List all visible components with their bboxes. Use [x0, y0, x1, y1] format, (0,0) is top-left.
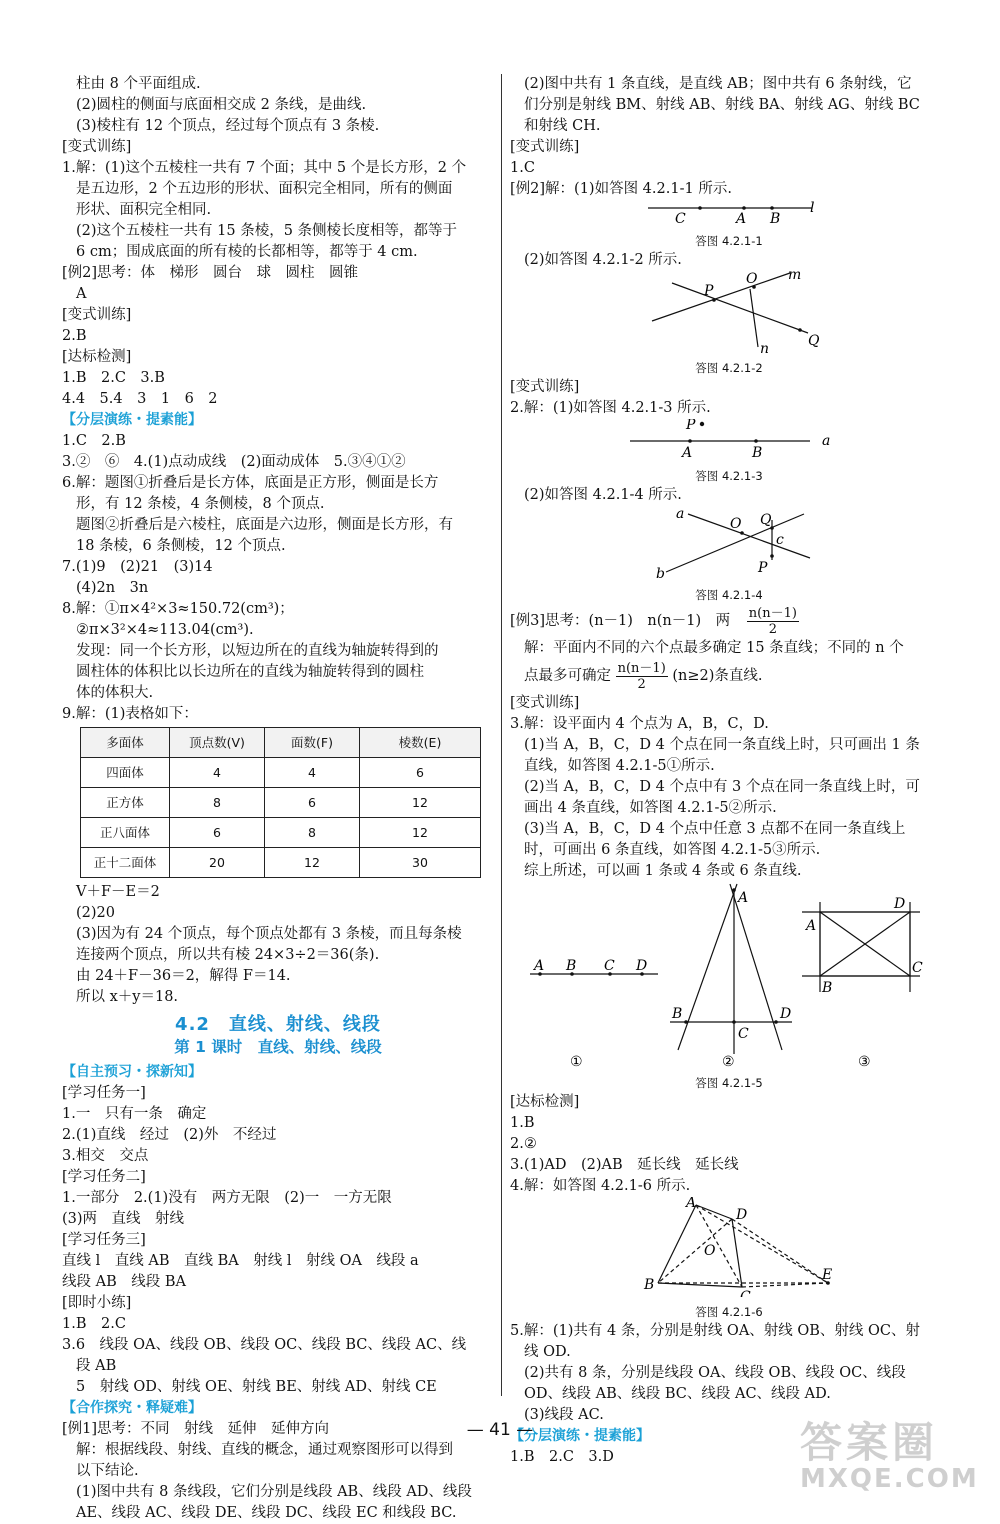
text-line: [即时小练] — [62, 1295, 132, 1311]
text-line: 4.4 5.4 3 1 6 2 — [62, 391, 218, 407]
watermark-logo — [800, 1410, 979, 1494]
svg-text:C: C — [740, 1289, 751, 1297]
text-line: 画出 4 条直线，如答图 4.2.1-5②所示. — [524, 800, 777, 816]
section-heading: 【合作探究・释疑难】 — [62, 1400, 202, 1416]
svg-text:E: E — [822, 1267, 833, 1283]
text-line: 1.一部分 2.(1)没有 两方无限 (2)一 一方无限 — [62, 1190, 392, 1206]
svg-text:D: D — [894, 896, 906, 912]
svg-text:A: A — [686, 1197, 697, 1211]
solution-line — [510, 659, 948, 693]
table-row — [81, 848, 481, 878]
text-line: 1.B — [510, 1115, 535, 1131]
figure-4-2-1-3 — [510, 419, 948, 461]
text-line: 们分别是射线 BM、射线 AB、射线 BA、射线 AG、射线 BC — [524, 97, 920, 113]
figure-caption: 答图 4.2.1-5 — [695, 1076, 763, 1090]
text-line: [变式训练] — [510, 695, 580, 711]
text-line: 解：平面内不同的六个点最多确定 15 条直线；不同的 n 个 — [524, 640, 904, 656]
text-line: (2)这个五棱柱一共有 15 条棱，5 条侧棱长度相等，都等于 — [76, 223, 458, 239]
table-cell: 正方体 — [81, 788, 170, 818]
svg-text:a: a — [676, 506, 685, 522]
fig5-label: ② — [722, 1054, 735, 1068]
left-column — [62, 74, 494, 1524]
figure-caption: 答图 4.2.1-4 — [695, 588, 763, 602]
text-line: 直线 l 直线 AB 直线 BA 射线 l 射线 OA 线段 a — [62, 1253, 419, 1269]
figure-4-2-1-4 — [510, 506, 948, 580]
text-line: OD、线段 AB、线段 BC、线段 AC、线段 AD. — [524, 1386, 831, 1402]
text-line: ②π×3²×4≈113.04(cm³). — [76, 622, 254, 638]
text-span: 点最多可确定 — [524, 668, 611, 684]
section-heading: 【分层演练・提素能】 — [62, 412, 202, 428]
table-header: 多面体 — [81, 728, 170, 758]
text-line: 2.(1)直线 经过 (2)外 不经过 — [62, 1127, 277, 1143]
column-divider — [501, 74, 502, 1396]
table-cell: 12 — [265, 848, 360, 878]
text-line: (2)圆柱的侧面与底面相交成 2 条线，是曲线. — [76, 97, 367, 113]
text-line: [学习任务三] — [62, 1232, 146, 1248]
text-line: 3.解：设平面内 4 个点为 A，B，C，D. — [510, 716, 769, 732]
svg-text:D: D — [636, 958, 648, 974]
text-line: 题图②折叠后是六棱柱，底面是六边形，侧面是长方形，有 — [76, 517, 453, 533]
figure-caption: 答图 4.2.1-3 — [695, 469, 763, 483]
text-line: (3)当 A，B，C，D 4 个点中任意 3 点都不在同一条直线上 — [524, 821, 906, 837]
text-line: 1.B 2.C 3.D — [510, 1449, 614, 1465]
table-cell: 12 — [360, 818, 481, 848]
svg-text:n: n — [760, 341, 770, 353]
text-line: 线段 AB 线段 BA — [62, 1274, 186, 1290]
figure-4-2-1-5 — [510, 882, 948, 1068]
svg-text:B: B — [770, 211, 781, 226]
section-heading: 【自主预习・探新知】 — [62, 1064, 202, 1080]
section-heading: 【分层演练・提素能】 — [510, 1428, 650, 1444]
text-line: 和射线 CH. — [524, 118, 601, 134]
fraction-numerator: n(n－1) — [748, 605, 797, 621]
text-line: (3)因为有 24 个顶点，每个顶点处都有 3 条棱，而且每条棱 — [76, 926, 462, 942]
text-line: [变式训练] — [510, 139, 580, 155]
svg-text:O: O — [746, 271, 758, 287]
text-line: 1.C — [510, 160, 535, 176]
svg-text:B: B — [752, 445, 763, 461]
figure-caption: 答图 4.2.1-1 — [695, 234, 763, 248]
text-line: 9.解：(1)表格如下： — [62, 706, 198, 722]
table-cell: 6 — [360, 758, 481, 788]
text-line: 2.② — [510, 1136, 537, 1152]
svg-text:C: C — [675, 211, 686, 226]
text-line: V＋F－E＝2 — [76, 884, 160, 900]
svg-text:A: A — [682, 445, 693, 461]
text-line: 1.C 2.B — [62, 433, 126, 449]
svg-text:C: C — [912, 960, 923, 976]
svg-text:A: A — [738, 890, 749, 906]
text-line: 直线，如答图 4.2.1-5①所示. — [524, 758, 715, 774]
figure-caption: 答图 4.2.1-6 — [695, 1305, 763, 1319]
text-line: [学习任务一] — [62, 1085, 146, 1101]
text-line: 6.解：题图①折叠后是长方体，底面是正方形，侧面是长方 — [62, 475, 439, 491]
svg-text:Q: Q — [808, 333, 820, 349]
table-cell: 4 — [265, 758, 360, 788]
text-line: (2)当 A，B，C，D 4 个点中有 3 个点在同一条直线上时，可 — [524, 779, 920, 795]
svg-text:c: c — [776, 532, 784, 548]
text-line: 时，可画出 6 条直线，如答图 4.2.1-5③所示. — [524, 842, 821, 858]
svg-text:B: B — [822, 980, 833, 996]
text-line: (1)当 A，B，C，D 4 个点在同一条直线上时，只可画出 1 条 — [524, 737, 920, 753]
text-line: 所以 x＋y＝18. — [76, 989, 179, 1005]
text-line: 18 条棱，6 条侧棱，12 个顶点. — [76, 538, 286, 554]
table-cell: 正十二面体 — [81, 848, 170, 878]
text-line: [达标检测] — [510, 1094, 580, 1110]
text-line: 7.(1)9 (2)21 (3)14 — [62, 559, 213, 575]
svg-text:a: a — [822, 433, 831, 449]
page-number: — 41 — — [466, 1420, 534, 1440]
table-cell: 6 — [170, 818, 265, 848]
text-line: (2)如答图 4.2.1-2 所示. — [524, 252, 682, 268]
svg-text:D: D — [780, 1006, 792, 1022]
svg-text:O: O — [730, 516, 742, 532]
svg-text:B: B — [566, 958, 577, 974]
table-cell: 正八面体 — [81, 818, 170, 848]
table-row — [81, 818, 481, 848]
text-line: (2)20 — [76, 905, 115, 921]
text-line: A — [76, 286, 87, 302]
text-line: 3.相交 交点 — [62, 1148, 149, 1164]
text-line: 1.一 只有一条 确定 — [62, 1106, 207, 1122]
text-line: 1.B 2.C — [62, 1316, 126, 1332]
table-cell: 8 — [170, 788, 265, 818]
text-line: 体的体积大. — [76, 685, 154, 701]
text-line: [变式训练] — [510, 379, 580, 395]
text-line: 3.6 线段 OA、线段 OB、线段 OC、线段 BC、线段 AC、线 — [62, 1337, 467, 1353]
text-line: [例1]思考：不同 射线 延伸 延伸方向 — [62, 1421, 330, 1437]
svg-text:b: b — [656, 566, 665, 580]
figure-4-2-1-2 — [510, 271, 948, 353]
table-header: 面数(F) — [265, 728, 360, 758]
text-line: 5 射线 OD、射线 OE、射线 BE、射线 AD、射线 CE — [76, 1379, 437, 1395]
text-line: 6 cm；围成底面的所有棱的长都相等，都等于 4 cm. — [76, 244, 418, 260]
table-header: 顶点数(V) — [170, 728, 265, 758]
example3-thinking — [510, 604, 948, 638]
fraction — [747, 606, 799, 637]
text-line: (3)棱柱有 12 个顶点，经过每个顶点有 3 条棱. — [76, 118, 380, 134]
svg-text:O: O — [704, 1243, 716, 1259]
fraction-denominator: 2 — [768, 621, 777, 637]
text-line: 发现：同一个长方形，以短边所在的直线为轴旋转得到的 — [76, 643, 439, 659]
text-line: (3)线段 AC. — [524, 1407, 604, 1423]
fraction-numerator: n(n－1) — [617, 660, 666, 676]
figure-4-2-1-1 — [510, 200, 948, 226]
svg-text:P: P — [758, 560, 768, 576]
table-row — [81, 758, 481, 788]
table-cell: 4 — [170, 758, 265, 788]
polyhedron-table — [80, 727, 481, 878]
text-line: (2)图中共有 1 条直线，是直线 AB；图中共有 6 条射线，它 — [524, 76, 912, 92]
svg-text:A: A — [736, 211, 747, 226]
svg-text:l: l — [810, 200, 815, 216]
text-line: 3.(1)AD (2)AB 延长线 延长线 — [510, 1157, 739, 1173]
fig5-label: ① — [570, 1054, 583, 1068]
text-line: 2.B — [62, 328, 87, 344]
svg-text:m: m — [788, 271, 802, 283]
figure-4-2-1-6 — [510, 1197, 948, 1297]
text-line: 形，有 12 条棱，4 条侧棱，8 个顶点. — [76, 496, 325, 512]
text-span: (n≥2)条直线. — [672, 668, 763, 684]
svg-text:P: P — [686, 419, 696, 433]
section-title: 4.2 直线、射线、线段 — [175, 1014, 381, 1035]
text-line: [达标检测] — [62, 349, 132, 365]
watermark-url: MXQE.COM — [800, 1464, 979, 1494]
text-line: 圆柱体的体积比以长边所在的直线为轴旋转得到的圆柱 — [76, 664, 424, 680]
text-line: 段 AB — [76, 1358, 117, 1374]
svg-text:D: D — [736, 1207, 748, 1223]
svg-text:B: B — [672, 1006, 683, 1022]
text-line: (4)2n 3n — [76, 580, 149, 596]
text-line: (2)共有 8 条，分别是线段 OA、线段 OB、线段 OC、线段 — [524, 1365, 906, 1381]
text-line: 1.B 2.C 3.B — [62, 370, 165, 386]
table-cell: 6 — [265, 788, 360, 818]
fraction — [616, 661, 668, 692]
text-line: 形状、面积完全相同. — [76, 202, 212, 218]
text-line: 连接两个顶点，所以共有棱 24×3÷2＝36(条). — [76, 947, 380, 963]
text-line: 以下结论. — [76, 1463, 139, 1479]
text-line: AE、线段 AC、线段 DE、线段 DC、线段 EC 和线段 BC. — [76, 1505, 457, 1521]
text-line: [例2]解：(1)如答图 4.2.1-1 所示. — [510, 181, 732, 197]
text-line: 1.解：(1)这个五棱柱一共有 7 个面；其中 5 个是长方形，2 个 — [62, 160, 467, 176]
lesson-title: 第 1 课时 直线、射线、线段 — [174, 1038, 382, 1056]
right-column — [510, 74, 948, 1468]
text-line: 柱由 8 个平面组成. — [76, 76, 201, 92]
table-cell: 30 — [360, 848, 481, 878]
watermark-text: 答案圈 — [800, 1418, 939, 1467]
text-line: [例2]思考：体 梯形 圆台 球 圆柱 圆锥 — [62, 265, 359, 281]
text-line: 2.解：(1)如答图 4.2.1-3 所示. — [510, 400, 711, 416]
svg-text:Q: Q — [760, 512, 772, 528]
table-row — [81, 788, 481, 818]
text-line: [变式训练] — [62, 139, 132, 155]
svg-text:C: C — [738, 1026, 749, 1042]
text-line: 解：根据线段、射线、直线的概念，通过观察图形可以得到 — [76, 1442, 453, 1458]
table-cell: 20 — [170, 848, 265, 878]
table-cell: 12 — [360, 788, 481, 818]
svg-text:A: A — [534, 958, 545, 974]
svg-text:C: C — [604, 958, 615, 974]
text-line: 5.解：(1)共有 4 条，分别是射线 OA、射线 OB、射线 OC、射 — [510, 1323, 921, 1339]
text-line: 4.解：如答图 4.2.1-6 所示. — [510, 1178, 691, 1194]
text-line: 3.② ⑥ 4.(1)点动成线 (2)面动成体 5.③④①② — [62, 454, 406, 470]
text-line: (3)两 直线 射线 — [62, 1211, 185, 1227]
text-line: (1)图中共有 8 条线段，它们分别是线段 AB、线段 AD、线段 — [76, 1484, 472, 1500]
svg-text:P: P — [704, 283, 714, 299]
table-cell: 四面体 — [81, 758, 170, 788]
table-header: 棱数(E) — [360, 728, 481, 758]
text-line: [变式训练] — [62, 307, 132, 323]
fraction-denominator: 2 — [637, 676, 646, 692]
text-line: 8.解：①π×4²×3≈150.72(cm³)； — [62, 601, 294, 617]
text-line: [学习任务二] — [62, 1169, 146, 1185]
text-line: 是五边形，2 个五边形的形状、面积完全相同，所有的侧面 — [76, 181, 453, 197]
figure-caption: 答图 4.2.1-2 — [695, 361, 763, 375]
svg-text:B: B — [644, 1277, 655, 1293]
table-cell: 8 — [265, 818, 360, 848]
svg-text:A: A — [806, 918, 817, 934]
text-line: 线 OD. — [524, 1344, 571, 1360]
text-span: [例3]思考：(n－1) n(n－1) 两 — [510, 613, 731, 629]
fig5-label: ③ — [858, 1054, 871, 1068]
text-line: (2)如答图 4.2.1-4 所示. — [524, 487, 682, 503]
text-line: 由 24＋F－36＝2，解得 F＝14. — [76, 968, 291, 984]
text-line: 综上所述，可以画 1 条或 4 条或 6 条直线. — [524, 863, 802, 879]
